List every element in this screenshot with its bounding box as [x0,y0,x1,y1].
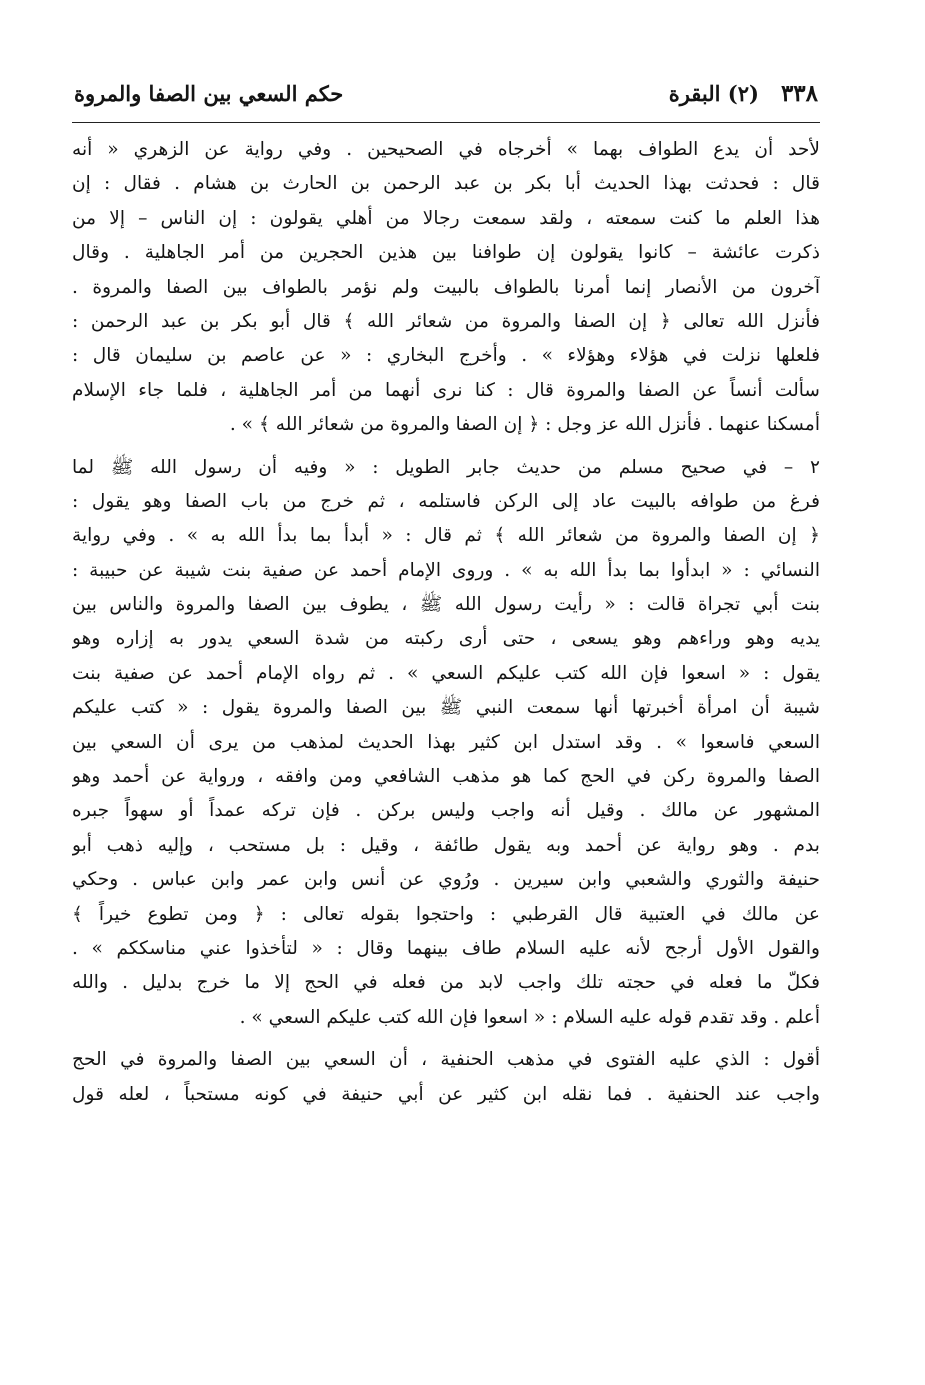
text-line: بدم . وهو رواية عن أحمد وبه يقول طائفة ، وقيل : بل مستحب ، وإليه ذهب أبو [72,834,820,856]
text-line: يقول : « اسعوا فإن الله كتب عليكم السعي » . ثم رواه الإمام أحمد عن صفية بنت [72,662,820,684]
text-line: أعلم . وقد تقدم قوله عليه السلام : « اسعوا فإن الله كتب عليكم السعي » . [239,1006,820,1028]
text-line: أمسكنا عنهما . فأنزل الله عز وجل : ﴿ إن الصفا والمروة من شعائر الله ﴾ » . [229,414,820,436]
text-line: فلعلها نزلت في هؤلاء وهؤلاء » . وأخرج البخاري : « عن عاصم بن سليمان قال : [72,345,820,367]
section-title: حكم السعي بين الصفا والمروة [74,81,344,106]
text-line: هذا العلم ما كنت سمعته ، ولقد سمعت رجالا من أهلي يقولون : إن الناس – إلا من [72,207,820,229]
text-line: آخرون من الأنصار إنما أمرنا بالطواف بالبيت ولم نؤمر بالطواف بين الصفا والمروة . [72,276,820,298]
text-line: شيبة أن امرأة أخبرتها أنها سمعت النبي ﷺ بين الصفا والمروة يقول : « كتب عليكم [72,697,820,719]
paragraph-gap [72,1035,820,1043]
text-line: الصفا والمروة ركن في الحج كما هو مذهب الشافعي ومن وافقه ، ورواية عن أحمد وهو [72,766,820,788]
paragraph-1 [72,133,820,443]
text-line: فأنزل الله تعالى ﴿ إن الصفا والمروة من شعائر الله ﴾ قال أبو بكر بن عبد الرحمن : [72,310,820,332]
text-line: يديه وهو وراءهم وهو يسعى ، حتى أرى ركبته من شدة السعي يدور به إزاره وهو [72,628,820,650]
book-page [72,80,820,1112]
paragraph-3 [72,1043,820,1112]
surah-label: (٢) البقرة [668,81,759,106]
text-line: ذكرت عائشة – كانوا يقولون إن طوافنا بين هذين الحجرين من أمر الجاهلية . وقال [72,242,820,264]
text-line: لأحد أن يدع الطواف بهما » أخرجاه في الصحيحين . وفي رواية عن الزهري « أنه [72,139,820,160]
page-body [72,133,820,1112]
text-line: السعي فاسعوا » . وقد استدل ابن كثير بهذا الحديث لمذهب من يرى أن السعي بين [72,731,820,753]
text-line: سألت أنساً عن الصفا والمروة قال : كنا نرى أنهما من أمر الجاهلية ، فلما جاء الإسلام [72,379,820,401]
text-line: ٢ – في صحيح مسلم من حديث جابر الطويل : « وفيه أن رسول الله ﷺ لما [72,456,820,478]
text-line: فكلّ ما فعله في حجته تلك واجب لابد من فعله في الحج إلا ما خرج بدليل . والله [72,972,820,994]
text-line: المشهور عن مالك . وقيل أنه واجب وليس بركن . فإن تركه عمداً أو سهواً جبره [72,800,820,822]
text-line: حنيفة والثوري والشعبي وابن سيرين . ورُوي عن أنس وابن عمر وابن عباس . وحكي [72,869,820,891]
text-line: واجب عند الحنفية . فما نقله ابن كثير عن أبي حنيفة في كونه مستحباً ، لعله قول [72,1083,820,1105]
text-line: فرغ من طوافه بالبيت عاد إلى الركن فاستلمه ، ثم خرج من باب الصفا وهو يقول : [72,490,820,512]
header-right-group [669,80,818,107]
paragraph-gap [72,443,820,451]
paragraph-2 [72,451,820,1036]
text-line: ﴿ إن الصفا والمروة من شعائر الله ﴾ ثم قال : « أبدأ بما بدأ الله به » . وفي رواية [72,525,820,547]
text-line: أقول : الذي عليه الفتوى في مذهب الحنفية ، أن السعي بين الصفا والمروة في الحج [72,1049,820,1071]
page-number: ٣٣٨ [780,80,818,107]
text-line: عن مالك في العتبية قال القرطبي : واحتجوا بقوله تعالى : ﴿ ومن تطوع خيراً ﴾ [72,903,820,925]
text-line: والقول الأول أرجح لأنه عليه السلام طاف بينهما وقال : « لتأخذوا عني مناسككم » . [72,937,820,959]
page-header [72,80,820,123]
text-line: النسائي : « ابدأوا بما بدأ الله به » . وروى الإمام أحمد عن صفية بنت شيبة عن حبيبة : [72,559,820,581]
text-line: قال : فحدثت بهذا الحديث أبا بكر بن عبد الرحمن بن الحارث بن هشام . فقال : إن [72,173,820,195]
text-line: بنت أبي تجراة قالت : « رأيت رسول الله ﷺ ، يطوف بين الصفا والمروة والناس بين [72,594,820,616]
